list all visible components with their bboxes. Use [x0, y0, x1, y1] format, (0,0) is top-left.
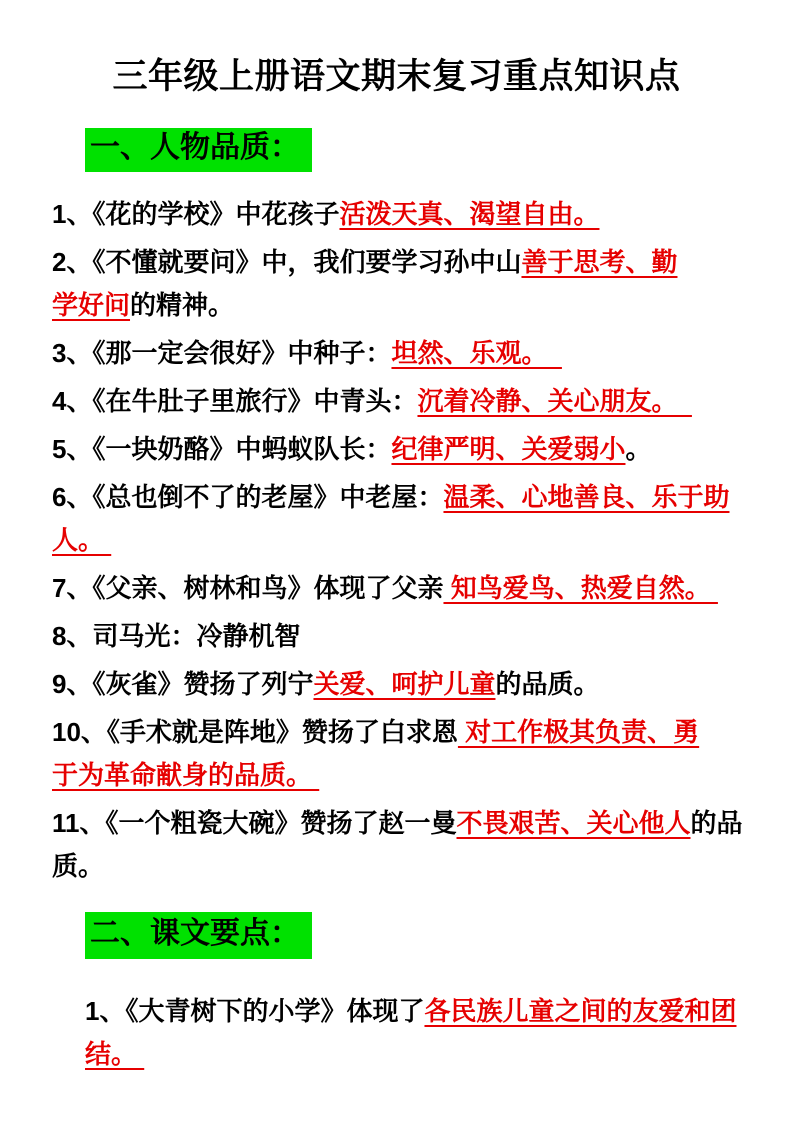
body-text: 的精神。 [130, 289, 235, 320]
highlighted-answer-text: 结。 [85, 1039, 145, 1069]
text-line [52, 567, 741, 610]
body-text: 的品 [690, 807, 743, 838]
text-line [52, 332, 741, 375]
body-text: 7、《父亲、树林和鸟》体现了父亲 [52, 572, 444, 603]
highlighted-answer-text: 纪律严明、关爱弱小 [391, 433, 626, 464]
text-line [52, 754, 741, 797]
text-line [52, 711, 741, 754]
body-text: 9、《灰雀》赞扬了列宁 [52, 668, 314, 699]
document-content [52, 128, 741, 1076]
body-text: 10、《手术就是阵地》赞扬了白求恩 [52, 716, 458, 747]
text-line [52, 476, 741, 519]
highlighted-answer-text: 沉着冷静、关心朋友。 [417, 385, 692, 416]
text-line [52, 241, 741, 284]
body-text: 1、《花的学校》中花孩子 [52, 198, 340, 229]
highlighted-answer-text: 坦然、乐观。 [391, 337, 562, 368]
highlighted-answer-text: 学好问 [52, 289, 131, 320]
list-item [52, 241, 741, 327]
body-text: 6、《总也倒不了的老屋》中老屋： [52, 481, 444, 512]
text-line [52, 663, 741, 706]
text-line [52, 193, 741, 236]
list-item [52, 567, 741, 610]
list-item [52, 615, 741, 658]
highlighted-answer-text: 活泼天真、渴望自由。 [339, 198, 600, 229]
body-text: 8、司马光：冷静机智 [52, 620, 301, 651]
section-heading: 一、人物品质： [85, 128, 312, 172]
section-heading: 二、课文要点： [85, 912, 312, 960]
list-item [52, 663, 741, 706]
text-line [52, 845, 741, 888]
highlighted-answer-text: 关爱、呵护儿童 [313, 668, 496, 699]
text-line [52, 519, 741, 562]
body-text: 2、《不懂就要问》中，我们要学习孙中山 [52, 246, 522, 277]
text-line [85, 1033, 741, 1076]
list-item [52, 476, 741, 562]
highlighted-answer-text: 温柔、心地善良、乐于助 [443, 481, 730, 512]
list-item [52, 428, 741, 471]
body-text: 1、《大青树下的小学》体现了 [85, 996, 425, 1026]
highlighted-answer-text: 于为革命献身的品质。 [52, 759, 320, 790]
text-line [52, 615, 741, 658]
body-text: 3、《那一定会很好》中种子： [52, 337, 392, 368]
highlighted-answer-text: 善于思考、勤 [521, 246, 678, 277]
body-text: 质。 [52, 850, 105, 881]
highlighted-answer-text: 对工作极其负责、勇 [457, 716, 700, 747]
list-item [52, 332, 741, 375]
body-text: 。 [625, 433, 652, 464]
text-line [52, 380, 741, 423]
list-item [52, 380, 741, 423]
text-line [52, 428, 741, 471]
text-line [85, 990, 741, 1033]
document-title: 三年级上册语文期末复习重点知识点 [112, 57, 681, 96]
list-item [52, 802, 741, 888]
highlighted-answer-text: 知鸟爱鸟、热爱自然。 [443, 572, 718, 603]
body-text: 5、《一块奶酪》中蚂蚁队长： [52, 433, 392, 464]
highlighted-answer-text: 各民族儿童之间的友爱和团 [424, 996, 737, 1026]
list-item [52, 193, 741, 236]
body-text: 11、《一个粗瓷大碗》赞扬了赵一曼 [52, 807, 457, 838]
body-text: 的品质。 [495, 668, 600, 699]
list-item [52, 711, 741, 797]
highlighted-answer-text: 人。 [52, 524, 112, 555]
text-line [52, 802, 741, 845]
list-item [85, 990, 741, 1076]
text-line [52, 284, 741, 327]
highlighted-answer-text: 不畏艰苦、关心他人 [456, 807, 691, 838]
body-text: 4、《在牛肚子里旅行》中青头： [52, 385, 418, 416]
